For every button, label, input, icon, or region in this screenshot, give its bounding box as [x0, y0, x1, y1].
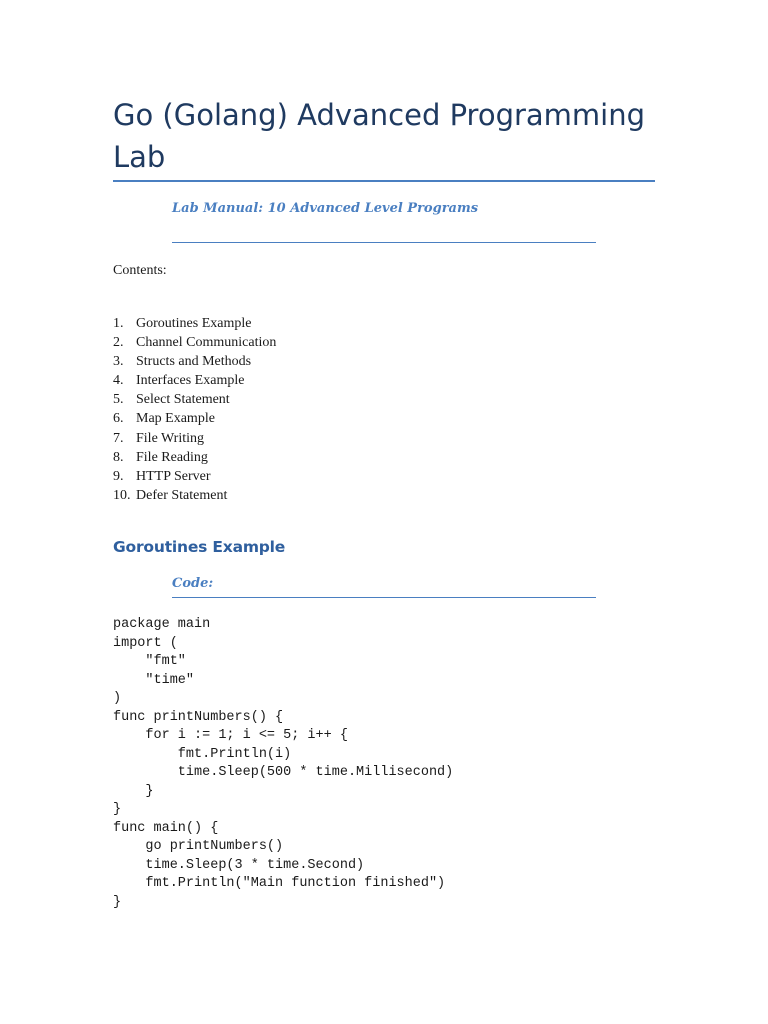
toc-label: Map Example — [136, 411, 215, 427]
code-block — [113, 616, 453, 912]
toc-number: 3. — [113, 354, 124, 370]
code-line: time.Sleep(500 * time.Millisecond) — [113, 765, 454, 780]
toc-item — [113, 448, 276, 467]
toc-number: 5. — [113, 392, 124, 408]
toc-label: Select Statement — [136, 392, 230, 408]
code-line: go printNumbers() — [113, 839, 284, 854]
toc-label: Interfaces Example — [136, 373, 245, 389]
section-heading: Goroutines Example — [113, 538, 286, 556]
code-line: import ( — [113, 635, 178, 651]
code-line: } — [113, 783, 154, 799]
toc-label: File Writing — [136, 430, 205, 446]
toc-label: Goroutines Example — [136, 316, 252, 331]
toc-label: Channel Communication — [136, 335, 277, 351]
toc-number: 4. — [113, 373, 124, 389]
code-line: } — [113, 802, 122, 817]
toc-item — [113, 390, 276, 409]
toc-item — [113, 352, 276, 371]
toc-label: Defer Statement — [136, 487, 228, 503]
toc-item — [113, 409, 276, 428]
toc-item — [113, 486, 276, 505]
code-label: Code: — [172, 576, 214, 591]
toc-number: 10. — [113, 487, 131, 503]
code-line: "time" — [113, 672, 195, 688]
toc-number: 9. — [113, 468, 124, 484]
code-line: fmt.Println(i) — [113, 746, 292, 762]
document-title: Go (Golang) Advanced Programming Lab — [113, 98, 646, 174]
document-subtitle: Lab Manual: 10 Advanced Level Programs — [172, 201, 479, 216]
toc-label: File Reading — [136, 449, 208, 465]
code-line: func printNumbers() { — [113, 709, 284, 725]
code-line: for i := 1; i <= 5; i++ { — [113, 728, 348, 743]
code-line: func main() { — [113, 820, 219, 836]
toc-item — [113, 333, 276, 352]
code-line: time.Sleep(3 * time.Second) — [113, 857, 365, 873]
code-line: ) — [113, 691, 122, 706]
toc-item — [113, 467, 276, 486]
toc-label: Structs and Methods — [136, 354, 252, 370]
code-line: package main — [113, 617, 211, 632]
code-line: "fmt" — [113, 654, 186, 669]
toc-number: 6. — [113, 411, 124, 427]
toc-item — [113, 429, 276, 448]
toc-number: 1. — [113, 316, 124, 331]
code-divider — [172, 597, 596, 598]
table-of-contents — [113, 314, 276, 505]
toc-number: 8. — [113, 449, 124, 465]
code-line: } — [113, 894, 122, 910]
toc-number: 2. — [113, 335, 124, 351]
code-line: fmt.Println("Main function finished") — [113, 876, 446, 891]
contents-label: Contents: — [113, 263, 167, 278]
toc-label: HTTP Server — [136, 468, 211, 484]
subtitle-divider — [172, 242, 596, 243]
toc-number: 7. — [113, 430, 124, 446]
title-divider — [113, 180, 655, 182]
toc-item — [113, 371, 276, 390]
toc-item — [113, 314, 276, 333]
